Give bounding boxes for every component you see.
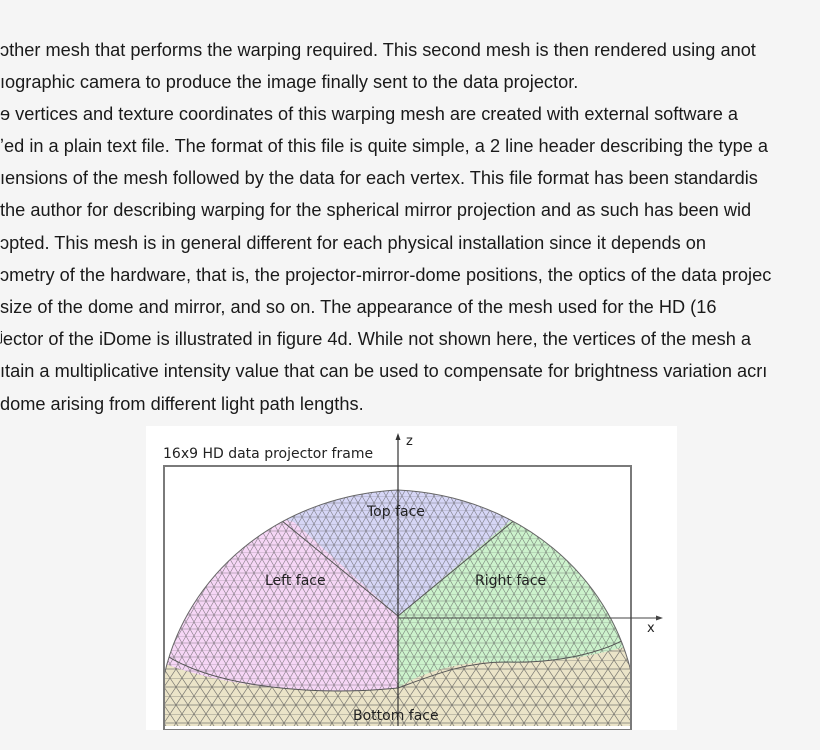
text-line: ɔther mesh that performs the warping required. This second mesh is then rendered using anot	[0, 40, 756, 60]
text-line: the author for describing warping for the spherical mirror projection and as such has been wid	[0, 200, 752, 220]
text-line: ıtain a multiplicative intensity value that can be used to compensate for brightness variation acrı	[0, 361, 768, 381]
text-line: ʲector of the iDome is illustrated in figure 4d. While not shown here, the vertices of the mesh a	[0, 329, 751, 349]
z-axis-label: z	[406, 434, 413, 449]
mesh-diagram	[146, 426, 677, 730]
left-face-label: Left face	[265, 573, 326, 589]
text-line: ɘ vertices and texture coordinates of this warping mesh are created with external software a	[0, 104, 738, 124]
text-line: ʼed in a plain text file. The format of this file is quite simple, a 2 line header describing the type a	[0, 136, 769, 156]
text-line: ɔmetry of the hardware, that is, the projector-mirror-dome positions, the optics of the data projec	[0, 265, 772, 285]
text-line: size of the dome and mirror, and so on. The appearance of the mesh used for the HD (16	[0, 297, 717, 317]
text-line: dome arising from different light path lengths.	[0, 394, 364, 414]
z-axis-arrow-icon	[396, 433, 401, 440]
right-face-label: Right face	[475, 573, 547, 589]
dome-warp-mesh-figure	[146, 426, 677, 730]
bottom-face-label: Bottom face	[353, 708, 439, 724]
x-axis-arrow-icon	[656, 616, 663, 621]
text-line: ıographic camera to produce the image finally sent to the data projector.	[0, 72, 579, 92]
top-face-label: Top face	[367, 504, 425, 520]
dome-mesh	[146, 426, 677, 730]
frame-label: 16x9 HD data projector frame	[163, 446, 374, 462]
text-line: ıensions of the mesh followed by the data for each vertex. This file format has been standardis	[0, 168, 758, 188]
text-line: ɔpted. This mesh is in general different for each physical installation since it depends on	[0, 233, 707, 253]
x-axis-label: x	[647, 621, 655, 636]
